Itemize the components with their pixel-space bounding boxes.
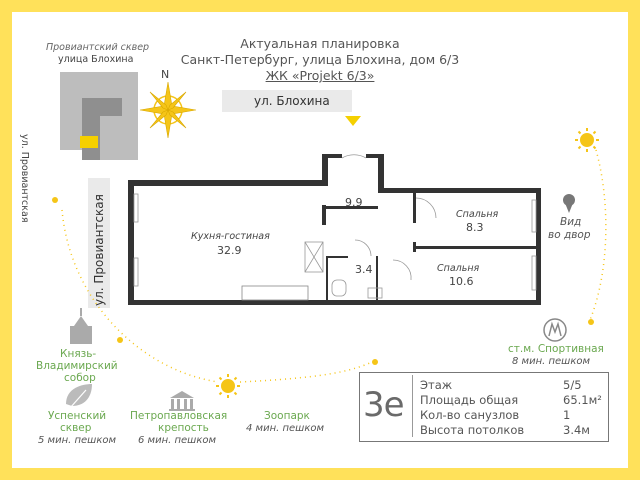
entrance-marker-icon bbox=[345, 116, 361, 126]
metro-time: 8 мин. пешком bbox=[512, 356, 591, 367]
mini-map bbox=[60, 72, 138, 160]
header-title: Актуальная планировка bbox=[240, 36, 400, 51]
place-square-time: 5 мин. пешком bbox=[38, 435, 117, 446]
compass-icon bbox=[140, 82, 196, 138]
metro-name: ст.м. Спортивная bbox=[508, 343, 604, 355]
room-bed2-name: Спальня bbox=[437, 263, 480, 274]
cathedral-icon bbox=[70, 308, 92, 344]
sun-icon bbox=[575, 128, 599, 152]
view-label-2: во двор bbox=[548, 229, 591, 241]
complex-link[interactable]: ЖК «Projekt 6/3» bbox=[265, 68, 375, 83]
spec-label-bathrooms: Кол-во санузлов bbox=[420, 408, 520, 422]
place-cathedral-1: Князь- bbox=[60, 348, 97, 360]
spec-divider bbox=[412, 375, 413, 437]
place-cathedral-3: собор bbox=[64, 372, 96, 384]
spec-value-floor: 5/5 bbox=[563, 378, 582, 392]
spec-value-bathrooms: 1 bbox=[563, 408, 571, 422]
room-bed2-area: 10.6 bbox=[449, 275, 474, 288]
view-label-1: Вид bbox=[560, 216, 582, 228]
place-zoo-time: 4 мин. пешком bbox=[246, 423, 325, 434]
dashed-arc-right bbox=[590, 150, 606, 320]
street-label-top: ул. Блохина bbox=[254, 94, 330, 108]
sun-icon bbox=[216, 374, 240, 398]
place-fortress-1: Петропавловская bbox=[130, 410, 228, 422]
metro-icon bbox=[544, 319, 566, 341]
spec-label-ceiling: Высота потолков bbox=[420, 423, 525, 437]
apartment-number: 3е bbox=[363, 385, 404, 425]
room-bath-area: 3.4 bbox=[355, 263, 373, 276]
place-square-1: Успенский bbox=[48, 410, 107, 422]
place-square-2: сквер bbox=[60, 422, 92, 434]
spec-label-floor: Этаж bbox=[420, 378, 453, 392]
header-address: Санкт-Петербург, улица Блохина, дом 6/3 bbox=[180, 52, 460, 67]
room-bed1-name: Спальня bbox=[456, 209, 499, 220]
spec-label-area: Площадь общая bbox=[420, 393, 519, 407]
map-square-label: Провиантский сквер bbox=[46, 42, 150, 53]
map-street-side: ул. Провиантская bbox=[19, 134, 30, 223]
place-zoo: Зоопарк bbox=[264, 410, 310, 422]
spec-value-ceiling: 3.4м bbox=[563, 423, 590, 437]
room-kitchen-name: Кухня-гостиная bbox=[191, 231, 270, 242]
place-fortress-time: 6 мин. пешком bbox=[138, 435, 217, 446]
place-fortress-2: крепость bbox=[158, 422, 209, 434]
fortress-icon bbox=[169, 391, 195, 411]
spec-value-area: 65.1м² bbox=[563, 393, 602, 407]
room-kitchen-area: 32.9 bbox=[217, 244, 242, 257]
place-cathedral-2: Владимирский bbox=[36, 360, 118, 372]
street-label-left: ул. Провиантская bbox=[92, 194, 106, 306]
leaf-icon bbox=[66, 384, 92, 408]
location-pin-icon bbox=[563, 194, 575, 213]
north-label: N bbox=[161, 68, 170, 81]
room-hall-area: 9.9 bbox=[345, 196, 363, 209]
room-bed1-area: 8.3 bbox=[466, 221, 484, 234]
map-street-top: улица Блохина bbox=[58, 54, 134, 65]
